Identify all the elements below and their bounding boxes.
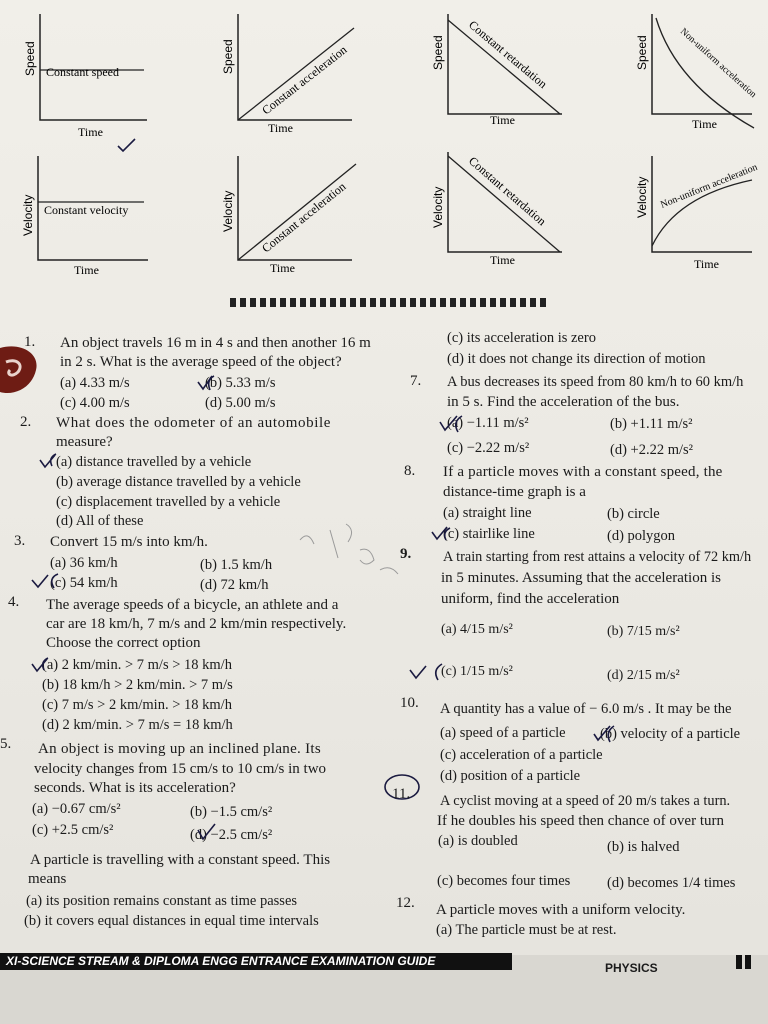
line-label: Constant acceleration: [259, 179, 349, 256]
footer-guide-title: XI-SCIENCE STREAM & DIPLOMA ENGG ENTRANCE EXAMINATION GUIDE: [0, 953, 512, 970]
option-c: (c) 7 m/s > 2 km/min. > 18 km/h: [42, 697, 232, 713]
question-number: 2.: [20, 414, 32, 430]
question-1-line-1: An object travels 16 m in 4 s and then another 16 m: [60, 335, 371, 351]
option-a: (a) −1.11 m/s²: [447, 415, 529, 431]
x-axis-label: Time: [694, 257, 719, 271]
y-axis-label: Speed: [431, 35, 445, 70]
option-c: (c) becomes four times: [437, 873, 571, 889]
question-9-line-2: in 5 minutes. Assuming that the acceleration is: [441, 570, 721, 586]
x-axis-label: Time: [692, 117, 717, 131]
graph-non-uniform-acceleration-speed: [636, 14, 761, 149]
question-11-line-1: A cyclist moving at a speed of 20 m/s takes a turn.: [440, 793, 731, 809]
option-c: (c) stairlike line: [443, 526, 535, 542]
question-7-line-1: A bus decreases its speed from 80 km/h to 60 km/h: [447, 374, 744, 390]
y-axis-label: Velocity: [431, 186, 445, 228]
question-9-line-1: A train starting from rest attains a velocity of 72 km/h: [443, 549, 752, 565]
answer-tick-mark: [30, 572, 74, 594]
option-c: (c) +2.5 cm/s²: [32, 822, 114, 838]
option-d: (d) All of these: [56, 513, 144, 529]
option-a: (a) 4.33 m/s: [60, 375, 130, 391]
answer-tick-mark: [196, 372, 236, 394]
option-d: (d) −2.5 cm/s²: [190, 827, 273, 843]
answer-tick-mark: [196, 822, 226, 844]
option-d: (d) 2 km/min. > 7 m/s = 18 km/h: [42, 717, 233, 733]
option-d: (d) it does not change its direction of motion: [447, 351, 706, 367]
option-d: (d) polygon: [607, 528, 676, 544]
question-8-line-1: If a particle moves with a constant speed, the: [443, 464, 723, 480]
line-label: Constant retardation: [466, 153, 549, 229]
question-number: 7.: [410, 373, 422, 389]
y-axis-label: Velocity: [221, 190, 235, 232]
question-number: 12.: [396, 895, 415, 911]
question-5-line-1: An object is moving up an inclined plane. Its: [38, 741, 322, 757]
y-axis-label: Velocity: [635, 176, 649, 218]
question-number: 1.: [24, 334, 36, 350]
line-label: Non-uniform acceleration: [659, 161, 760, 211]
option-a: (a) The particle must be at rest.: [436, 922, 617, 938]
x-axis-label: Time: [490, 253, 515, 267]
graph-constant-speed: [22, 14, 152, 149]
question-number: 8.: [404, 463, 416, 479]
option-d: (d) becomes 1/4 times: [607, 875, 736, 891]
line-label: Constant velocity: [44, 203, 129, 217]
answer-tick-mark: [30, 656, 64, 676]
answer-tick-mark: [430, 524, 464, 544]
option-a: (a) −0.67 cm/s²: [32, 801, 121, 817]
option-a: (a) 2 km/min. > 7 m/s > 18 km/h: [42, 657, 232, 673]
option-b: (b) velocity of a particle: [600, 726, 741, 742]
y-axis-label: Velocity: [21, 194, 35, 236]
footer-subject: PHYSICS: [605, 961, 658, 975]
option-a: (a) speed of a particle: [440, 725, 566, 741]
option-a: (a) its position remains constant as time passes: [26, 893, 298, 909]
graph-constant-retardation-velocity: [432, 152, 572, 282]
answer-tick-mark: [38, 452, 72, 472]
graph-constant-retardation-speed: [432, 14, 572, 149]
option-b: (b) −1.5 cm/s²: [190, 804, 273, 820]
question-number: 10.: [400, 695, 419, 711]
question-1-line-2: in 2 s. What is the average speed of the object?: [60, 354, 342, 370]
line-label: Constant speed: [46, 65, 119, 79]
question-2-line-1: What does the odometer of an automobile: [56, 415, 331, 431]
option-b: (b) circle: [607, 506, 660, 522]
question-12-line-1: A particle moves with a uniform velocity.: [436, 902, 686, 918]
question-number: 11.: [392, 786, 411, 802]
question-number: 4.: [8, 594, 20, 610]
option-b: (b) average distance travelled by a vehicle: [56, 474, 301, 490]
option-d: (d) 72 km/h: [200, 577, 269, 593]
question-7-line-2: in 5 s. Find the acceleration of the bus.: [447, 394, 680, 410]
option-a: (a) is doubled: [438, 833, 518, 849]
x-axis-label: Time: [268, 121, 293, 135]
x-axis-label: Time: [74, 263, 99, 277]
question-4-line-2: car are 18 km/h, 7 m/s and 2 km/min respectively.: [46, 616, 347, 632]
question-4-line-1: The average speeds of a bicycle, an athlete and a: [46, 597, 339, 613]
option-b: (b) it covers equal distances in equal time intervals: [24, 913, 319, 929]
option-b: (b) 18 km/h > 2 km/min. > 7 m/s: [42, 677, 233, 693]
y-axis-label: Speed: [221, 39, 235, 74]
line-label: Non-uniform acceleration: [677, 26, 758, 101]
option-c: (c) its acceleration is zero: [447, 330, 596, 346]
question-6-line-2: means: [28, 871, 67, 887]
y-axis-label: Speed: [23, 41, 37, 76]
ink-mark-annotation: [0, 340, 42, 400]
question-number: 5.: [0, 736, 12, 752]
y-axis-label: Speed: [635, 35, 649, 70]
section-separator: [230, 298, 550, 307]
question-2-line-2: measure?: [56, 434, 113, 450]
question-9-line-3: uniform, find the acceleration: [441, 591, 620, 607]
option-b: (b) +1.11 m/s²: [610, 416, 693, 432]
x-axis-label: Time: [490, 113, 515, 127]
graph-non-uniform-acceleration-velocity: [636, 156, 761, 286]
option-a: (a) straight line: [443, 505, 532, 521]
option-d: (d) position of a particle: [440, 768, 581, 784]
graph-constant-acceleration-velocity: [222, 156, 362, 286]
answer-tick-mark: [436, 414, 472, 436]
graph-constant-acceleration-speed: [222, 14, 362, 149]
option-c: (c) 54 km/h: [50, 575, 118, 591]
option-b: (b) 7/15 m/s²: [607, 624, 680, 639]
answer-tick-mark: [592, 724, 628, 746]
option-c: (c) 1/15 m/s²: [441, 664, 513, 679]
question-8-line-2: distance-time graph is a: [443, 484, 586, 500]
option-a: (a) distance travelled by a vehicle: [56, 454, 252, 470]
question-3-line-1: Convert 15 m/s into km/h.: [50, 534, 208, 550]
x-axis-label: Time: [78, 125, 103, 139]
question-6-line-1: A particle is travelling with a constant speed. This: [30, 852, 331, 868]
option-c: (c) −2.22 m/s²: [447, 440, 530, 456]
footer-marker: [736, 955, 742, 969]
question-4-line-3: Choose the correct option: [46, 635, 201, 651]
line-label: Constant acceleration: [259, 42, 350, 118]
option-a: (a) 36 km/h: [50, 555, 118, 571]
graph-constant-velocity: [20, 156, 160, 286]
question-number: 9.: [400, 546, 412, 562]
x-axis-label: Time: [270, 261, 295, 275]
option-b: (b) is halved: [607, 839, 680, 855]
option-c: (c) displacement travelled by a vehicle: [56, 494, 281, 510]
option-c: (c) 4.00 m/s: [60, 395, 130, 411]
question-5-line-3: seconds. What is its acceleration?: [34, 780, 236, 796]
option-d: (d) +2.22 m/s²: [610, 442, 694, 458]
option-a: (a) 4/15 m/s²: [441, 622, 513, 637]
footer-marker: [745, 955, 751, 969]
option-b: (b) 1.5 km/h: [200, 557, 273, 573]
question-5-line-2: velocity changes from 15 cm/s to 10 cm/s in two: [34, 761, 327, 777]
option-d: (d) 5.00 m/s: [205, 395, 276, 411]
question-10-line-1: A quantity has a value of − 6.0 m/s . It may be the: [440, 701, 732, 717]
option-c: (c) acceleration of a particle: [440, 747, 603, 763]
option-d: (d) 2/15 m/s²: [607, 668, 680, 683]
answer-tick-mark: [408, 662, 454, 684]
question-11-line-2: If he doubles his speed then chance of over turn: [437, 813, 724, 829]
line-label: Constant retardation: [466, 17, 550, 92]
option-b: (b) 5.33 m/s: [205, 375, 276, 391]
question-number: 3.: [14, 533, 26, 549]
